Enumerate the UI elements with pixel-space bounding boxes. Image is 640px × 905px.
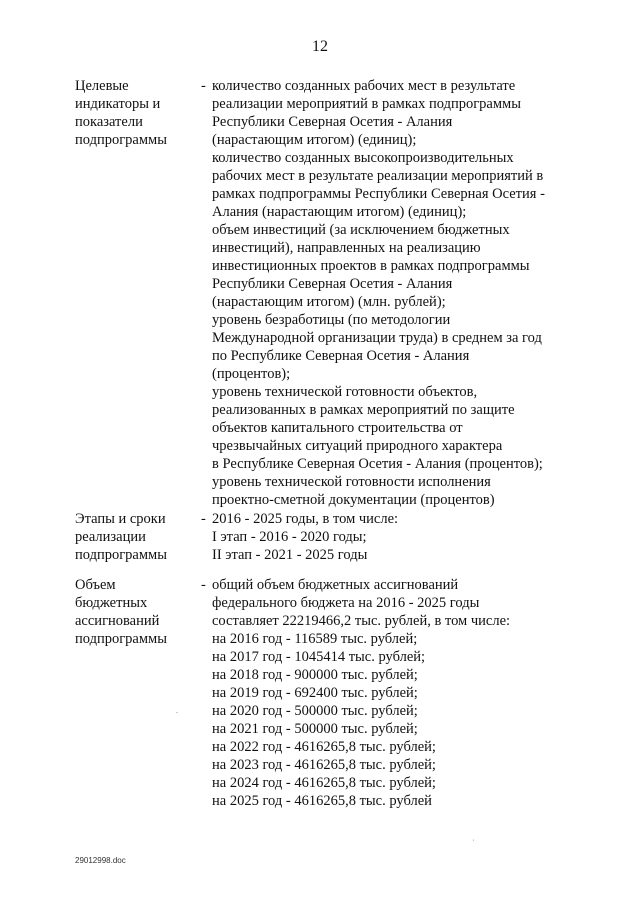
content-line: составляет 22219466,2 тыс. рублей, в том числе: <box>212 613 511 629</box>
content-line: количество созданных рабочих мест в результате <box>212 78 516 94</box>
content-line: на 2021 год - 500000 тыс. рублей; <box>212 721 418 737</box>
label-line: реализации <box>75 529 146 545</box>
content-line: (нарастающим итогом) (млн. рублей); <box>212 294 446 310</box>
content-line: Республики Северная Осетия - Алания <box>212 276 453 292</box>
page-number: 12 <box>312 38 328 55</box>
content-line: рамках подпрограммы Республики Северная Осетия - <box>212 186 545 202</box>
section-content <box>212 77 572 509</box>
list-dash: - <box>201 511 206 527</box>
content-line: уровень технической готовности объектов, <box>212 384 478 400</box>
label-line: показатели <box>75 114 143 130</box>
content-line: инвестиций), направленных на реализацию <box>212 240 481 256</box>
content-line: в Республике Северная Осетия - Алания (процентов); <box>212 456 543 472</box>
content-line: Алания (нарастающим итогом) (единиц); <box>212 204 467 220</box>
content-line: Республики Северная Осетия - Алания <box>212 114 453 130</box>
content-line: рабочих мест в результате реализации мероприятий в <box>212 168 544 184</box>
content-line: II этап - 2021 - 2025 годы <box>212 547 368 563</box>
label-line: подпрограммы <box>75 132 167 148</box>
content-line: общий объем бюджетных ассигнований <box>212 577 459 593</box>
content-line: на 2018 год - 900000 тыс. рублей; <box>212 667 418 683</box>
content-line: объектов капитального строительства от <box>212 420 463 436</box>
label-line: индикаторы и <box>75 96 161 112</box>
content-line: 2016 - 2025 годы, в том числе: <box>212 511 399 527</box>
content-line: на 2016 год - 116589 тыс. рублей; <box>212 631 418 647</box>
label-line: подпрограммы <box>75 547 167 563</box>
section-content <box>212 510 572 564</box>
section-label <box>75 576 200 648</box>
content-line: реализованных в рамках мероприятий по защите <box>212 402 515 418</box>
content-line: реализации мероприятий в рамках подпрограммы <box>212 96 521 112</box>
label-line: Целевые <box>75 78 129 94</box>
content-line: уровень технической готовности исполнения <box>212 474 491 490</box>
content-line: I этап - 2016 - 2020 годы; <box>212 529 367 545</box>
content-line: на 2017 год - 1045414 тыс. рублей; <box>212 649 426 665</box>
label-line: ассигнований <box>75 613 160 629</box>
content-line: Международной организации труда) в среднем за год <box>212 330 542 346</box>
label-line: Объем <box>75 577 116 593</box>
scan-artifact-mark: . <box>176 706 178 715</box>
content-line: количество созданных высокопроизводительных <box>212 150 514 166</box>
content-line: на 2020 год - 500000 тыс. рублей; <box>212 703 418 719</box>
label-line: Этапы и сроки <box>75 511 166 527</box>
content-line: на 2023 год - 4616265,8 тыс. рублей; <box>212 757 436 773</box>
content-line: объем инвестиций (за исключением бюджетных <box>212 222 510 238</box>
list-dash: - <box>201 577 206 593</box>
section-label <box>75 510 200 564</box>
content-line: (нарастающим итогом) (единиц); <box>212 132 417 148</box>
content-line: на 2022 год - 4616265,8 тыс. рублей; <box>212 739 436 755</box>
section-label <box>75 77 200 149</box>
label-line: бюджетных <box>75 595 148 611</box>
content-line: на 2019 год - 692400 тыс. рублей; <box>212 685 418 701</box>
section-content <box>212 576 572 810</box>
content-line: федерального бюджета на 2016 - 2025 годы <box>212 595 480 611</box>
content-line: по Республике Северная Осетия - Алания <box>212 348 470 364</box>
content-line: чрезвычайных ситуаций природного характера <box>212 438 503 454</box>
content-line: инвестиционных проектов в рамках подпрограммы <box>212 258 530 274</box>
content-line: на 2025 год - 4616265,8 тыс. рублей <box>212 793 432 809</box>
label-line: подпрограммы <box>75 631 167 647</box>
scan-corner-mark: ˙ <box>472 838 475 847</box>
content-line: уровень безработицы (по методологии <box>212 312 451 328</box>
content-line: проектно-сметной документации (процентов) <box>212 492 495 508</box>
document-file-code: 29012998.doc <box>75 856 126 865</box>
content-line: на 2024 год - 4616265,8 тыс. рублей; <box>212 775 436 791</box>
list-dash: - <box>201 78 206 94</box>
content-line: (процентов); <box>212 366 291 382</box>
